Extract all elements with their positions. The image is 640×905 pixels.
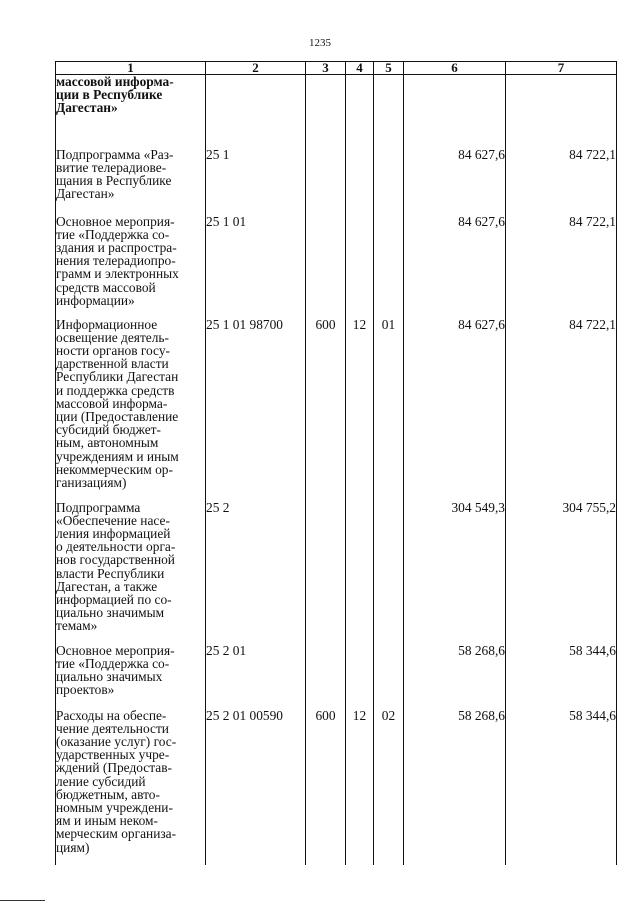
row-col4 [346,497,374,640]
row-amount-col6 [404,144,506,211]
row-name [56,75,206,144]
cell-text-line: Подпрограмма «Раз- [56,146,174,162]
cell-text-line: 600 [315,707,336,723]
column-header-3: 3 [306,62,346,75]
cell-text-line: щания в Республике [56,172,172,188]
row-col5 [374,211,404,314]
cell-text-line: (оказание услуг) гос- [56,733,177,749]
cell-text-line: Республики Дагестан [56,369,179,385]
cell-text-line: тие «Поддержка со- [56,226,170,242]
cell-text-line: ции в Республике [56,87,163,103]
row-amount-col7 [506,211,617,314]
column-header-7: 7 [506,62,617,75]
cell-text-line: ности органов госу- [56,342,170,358]
cell-text-line: ления информацией [56,525,171,541]
row-code [206,211,306,314]
row-amount-col6 [404,75,506,144]
row-amount-col6 [404,640,506,705]
table-row [56,144,617,211]
row-col3 [306,144,346,211]
cell-text-line: 25 2 [206,499,230,515]
budget-table [55,61,617,865]
cell-text-line: и поддержка средств [56,382,175,398]
row-col3 [306,211,346,314]
row-code [206,144,306,211]
cell-text-line: витие телерадиове- [56,159,167,175]
cell-text-line: нов государственной [56,552,175,568]
row-amount-col6 [404,314,506,497]
row-col3 [306,640,346,705]
cell-text-line: темам» [56,618,98,634]
table-row [56,497,617,640]
table-row [56,314,617,497]
cell-text-line: Подпрограмма [56,499,141,515]
cell-text-line: номным учреждени- [56,799,173,815]
row-col3 [306,497,346,640]
bottom-edge-mark [0,900,45,901]
cell-text-line: 12 [352,316,367,332]
row-col5 [374,705,404,865]
cell-text-line: 304 755,2 [562,499,616,515]
column-header-1: 1 [56,62,206,75]
row-col4 [346,75,374,144]
cell-text-line: массовой информа- [56,395,168,411]
cell-text-line: освещение деятель- [56,329,169,345]
cell-text-line: ганизациям) [56,474,127,490]
cell-text-line: Расходы на обеспе- [56,707,167,723]
cell-text-line: Дагестан» [56,100,118,116]
cell-text-line: 84 627,6 [458,213,505,229]
cell-text-line: 58 344,6 [569,707,616,723]
cell-text-line: субсидий бюджет- [56,422,161,438]
table-row [56,75,617,144]
cell-text-line: «Обеспечение насе- [56,512,170,528]
table-row [56,211,617,314]
row-amount-col7 [506,144,617,211]
cell-text-line: 25 1 01 98700 [206,316,283,332]
table-body [56,75,617,865]
cell-text-line: грамм и электронных [56,266,179,282]
cell-text-line: Дагестан» [56,186,115,202]
column-header-4: 4 [346,62,374,75]
cell-text-line: 01 [381,316,396,332]
cell-text-line: ление субсидий [56,773,146,789]
row-col4 [346,314,374,497]
cell-text-line: мерческим организа- [56,826,177,842]
row-col3 [306,705,346,865]
cell-text-line: учреждениям и иным [56,448,179,464]
row-amount-col6 [404,497,506,640]
row-col4 [346,640,374,705]
cell-text-line: о деятельности орга- [56,539,176,555]
cell-text-line: 84 722,1 [569,146,616,162]
cell-text-line: проектов» [56,682,115,698]
cell-text-line: ным, автономным [56,435,159,451]
row-col5 [374,144,404,211]
table-row [56,640,617,705]
cell-text-line: здания и распростра- [56,239,177,255]
row-name [56,211,206,314]
cell-text-line: 02 [381,707,396,723]
cell-text-line: 25 2 01 00590 [206,707,283,723]
cell-text-line: 58 268,6 [458,707,505,723]
row-col5 [374,75,404,144]
row-code [206,75,306,144]
cell-text-line: Информационное [56,316,158,332]
row-col4 [346,144,374,211]
cell-text-line: 84 722,1 [569,316,616,332]
cell-text-line: 58 268,6 [458,642,505,658]
cell-text-line: дарственной власти [56,356,169,372]
cell-text-line: 84 627,6 [458,316,505,332]
cell-text-line: 304 549,3 [451,499,505,515]
cell-text-line: 25 1 01 [206,213,247,229]
cell-text-line: ции (Предоставление [56,408,179,424]
cell-text-line: Дагестан, а также [56,578,158,594]
row-code [206,314,306,497]
row-name [56,497,206,640]
row-col5 [374,314,404,497]
row-col5 [374,497,404,640]
cell-text-line: власти Республики [56,565,165,581]
row-name [56,705,206,865]
row-code [206,497,306,640]
row-name [56,144,206,211]
cell-text-line: Основное мероприя- [56,642,175,658]
row-amount-col7 [506,705,617,865]
row-col4 [346,705,374,865]
row-col3 [306,75,346,144]
cell-text-line: некоммерческим ор- [56,461,173,477]
cell-text-line: бюджетным, авто- [56,786,160,802]
row-name [56,640,206,705]
cell-text-line: циально значимых [56,668,163,684]
cell-text-line: 12 [352,707,367,723]
cell-text-line: ждений (Предостав- [56,760,172,776]
row-col4 [346,211,374,314]
cell-text-line: 84 627,6 [458,146,505,162]
row-name [56,314,206,497]
row-col3 [306,314,346,497]
row-amount-col6 [404,705,506,865]
cell-text-line: Основное мероприя- [56,213,175,229]
cell-text-line: ям и иным неком- [56,813,158,829]
cell-text-line: средств массовой [56,279,156,295]
column-header-5: 5 [374,62,404,75]
cell-text-line: тие «Поддержка со- [56,655,170,671]
row-amount-col7 [506,640,617,705]
row-amount-col7 [506,75,617,144]
row-code [206,640,306,705]
cell-text-line: 58 344,6 [569,642,616,658]
header-row [56,62,617,75]
cell-text-line: 84 722,1 [569,213,616,229]
cell-text-line: информацией по со- [56,591,172,607]
cell-text-line: информации» [56,292,135,308]
column-header-2: 2 [206,62,306,75]
row-amount-col6 [404,211,506,314]
cell-text-line: массовой информа- [56,74,174,89]
cell-text-line: нения телерадиопро- [56,253,176,269]
row-amount-col7 [506,314,617,497]
cell-text-line: 600 [315,316,336,332]
row-code [206,705,306,865]
cell-text-line: чение деятельности [56,720,169,736]
row-col5 [374,640,404,705]
row-amount-col7 [506,497,617,640]
cell-text-line: 25 1 [206,146,230,162]
cell-text-line: 25 2 01 [206,642,247,658]
cell-text-line: циям) [56,839,90,855]
column-header-6: 6 [404,62,506,75]
cell-text-line: циально значимым [56,605,165,621]
page-number: 1235 [309,37,331,49]
table-row [56,705,617,865]
cell-text-line: ударственных учре- [56,747,170,763]
